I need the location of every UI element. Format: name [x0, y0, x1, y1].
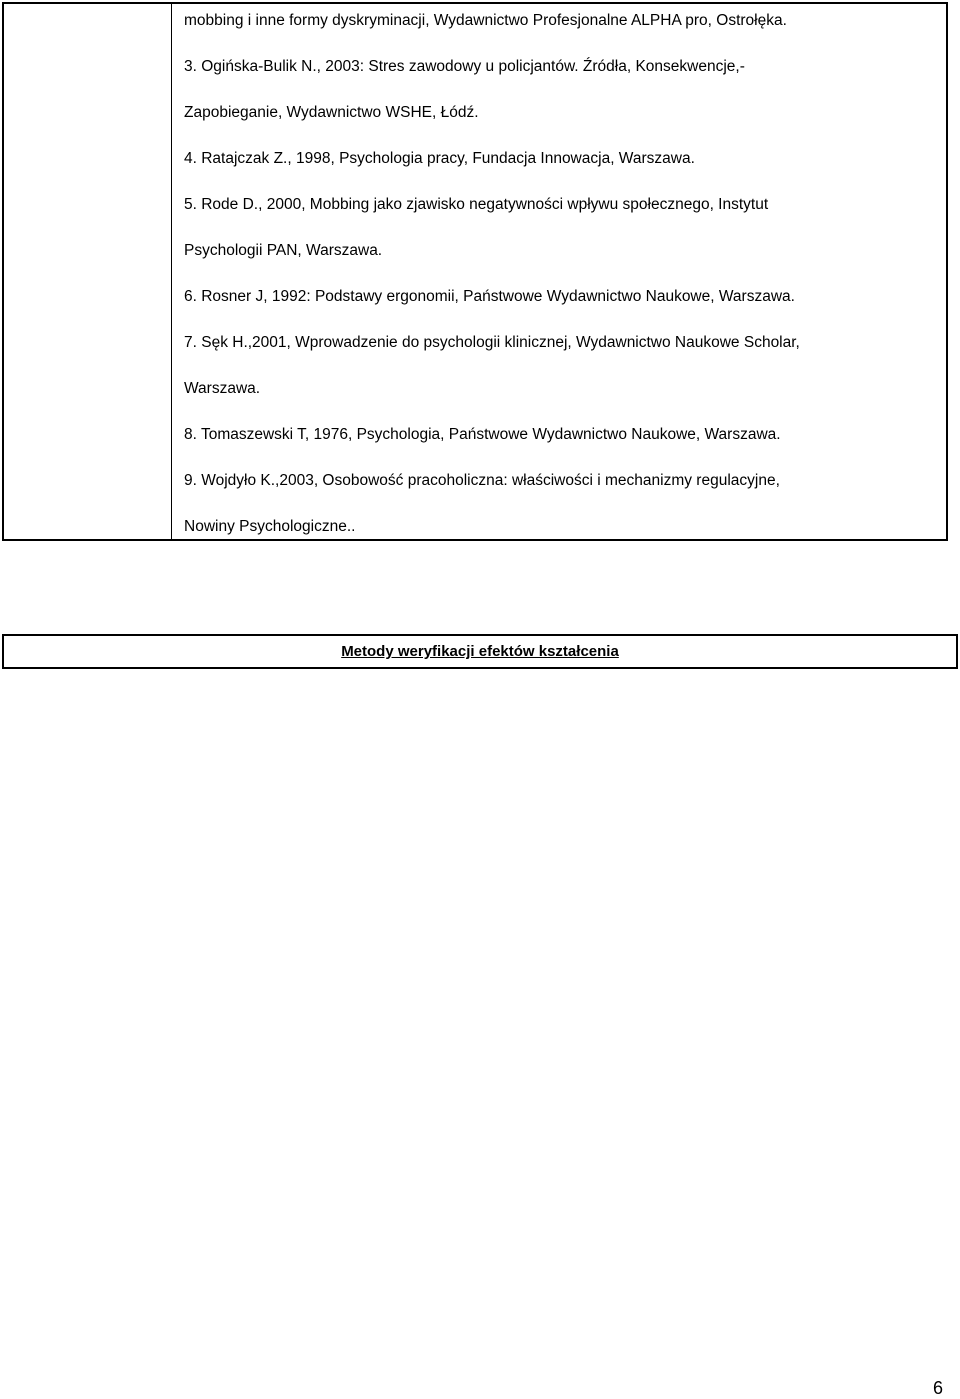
bibliography-label-cell [4, 4, 172, 539]
bibliography-line: Warszawa. [184, 380, 261, 397]
bibliography-line: 6. Rosner J, 1992: Podstawy ergonomii, Państwowe Wydawnictwo Naukowe, Warszawa. [184, 288, 795, 305]
methods-section-header [2, 634, 958, 669]
bibliography-line: Zapobieganie, Wydawnictwo WSHE, Łódź. [184, 104, 479, 121]
bibliography-line: 9. Wojdyło K.,2003, Osobowość pracoholiczna: właściwości i mechanizmy regulacyjne, [184, 472, 780, 489]
bibliography-line: 5. Rode D., 2000, Mobbing jako zjawisko negatywności wpływu społecznego, Instytut [184, 196, 769, 213]
page-number: 6 [932, 1378, 943, 1398]
methods-section-title: Metody weryfikacji efektów kształcenia [341, 643, 619, 660]
bibliography-line: 4. Ratajczak Z., 1998, Psychologia pracy, Fundacja Innowacja, Warszawa. [184, 150, 695, 167]
bibliography-line: 3. Ogińska-Bulik N., 2003: Stres zawodowy u policjantów. Źródła, Konsekwencje,- [184, 58, 745, 75]
bibliography-line: Psychologii PAN, Warszawa. [184, 242, 383, 259]
bibliography-line: 8. Tomaszewski T, 1976, Psychologia, Państwowe Wydawnictwo Naukowe, Warszawa. [184, 426, 781, 443]
bibliography-table [2, 2, 948, 541]
bibliography-line: 7. Sęk H.,2001, Wprowadzenie do psychologii klinicznej, Wydawnictwo Naukowe Scholar, [184, 334, 800, 351]
bibliography-line: Nowiny Psychologiczne.. [184, 518, 356, 535]
bibliography-content-cell [184, 6, 944, 558]
bibliography-line: mobbing i inne formy dyskryminacji, Wydawnictwo Profesjonalne ALPHA pro, Ostrołęka. [184, 12, 787, 29]
